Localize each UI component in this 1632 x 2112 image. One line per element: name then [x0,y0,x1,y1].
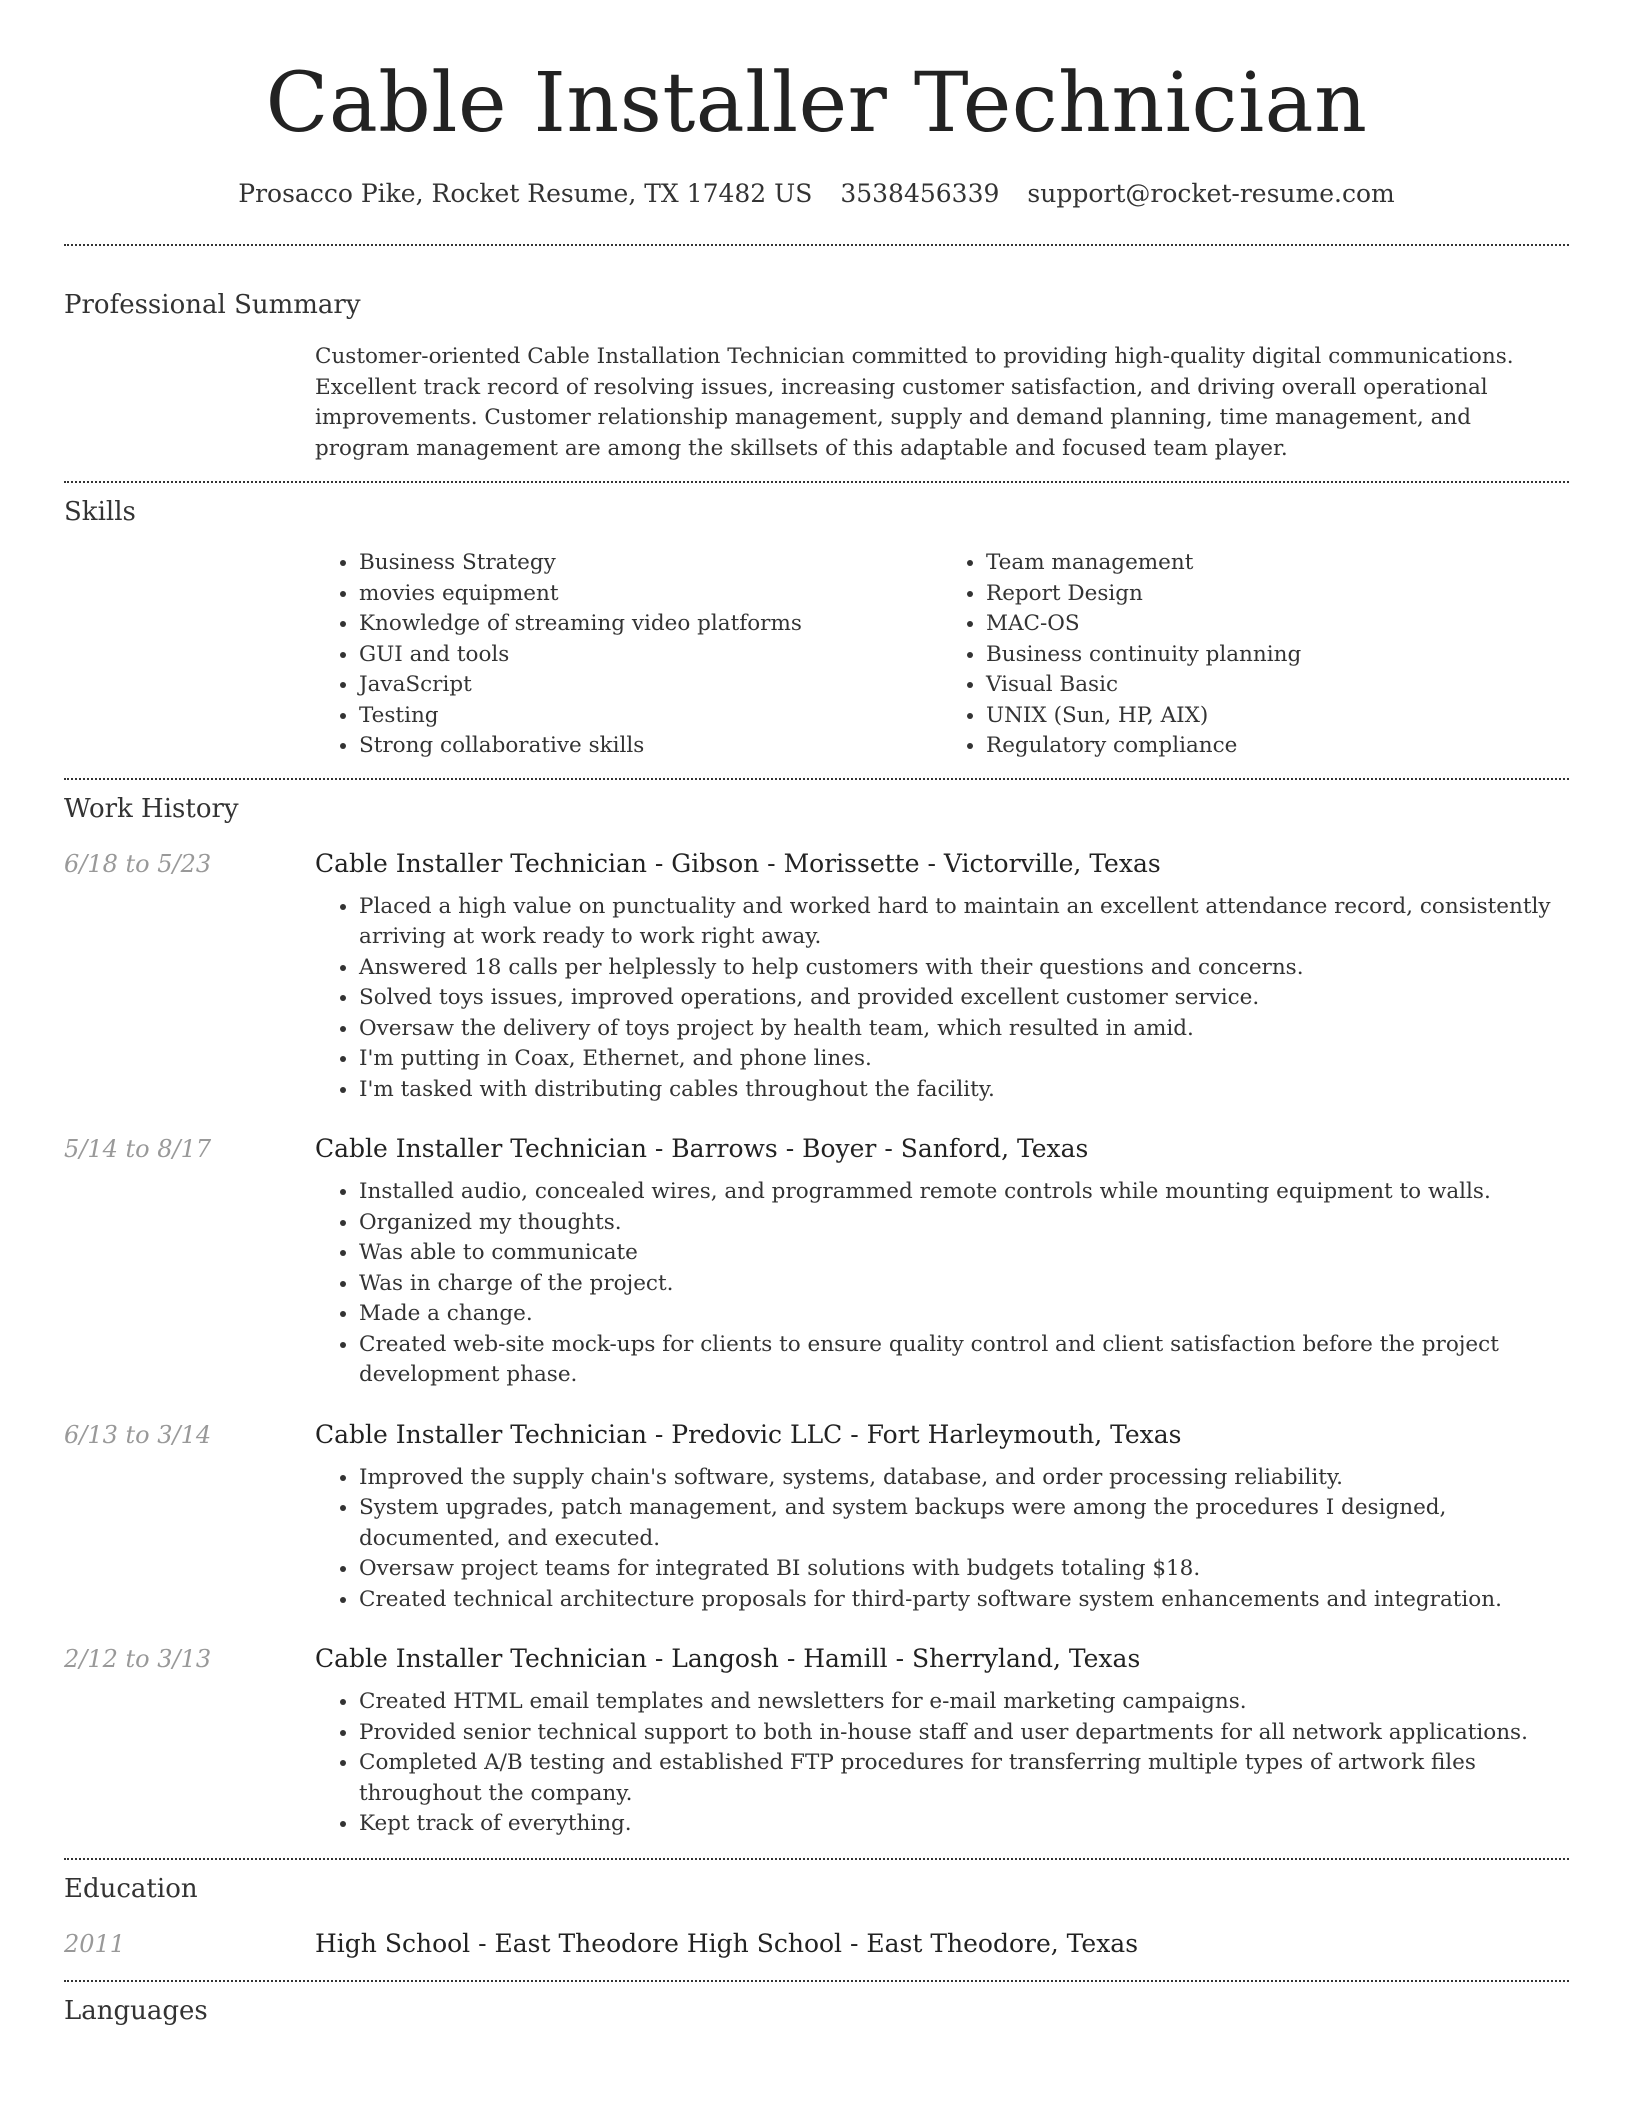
contact-phone: 3538456339 [840,179,1000,208]
skill-item: • Report Design [986,579,1569,610]
skill-item: • MAC-OS [986,609,1569,640]
job-details [315,1417,1569,1616]
job-bullet: • Installed audio, concealed wires, and programmed remote controls while mounting equipment to walls. [359,1177,1569,1208]
job-dates: 6/13 to 3/14 [64,1420,212,1449]
education-entry [64,1926,1569,1962]
contact-line [64,178,1569,210]
job-bullet: • Oversaw the delivery of toys project by health team, which resulted in amid. [359,1014,1569,1045]
job-dates: 6/18 to 5/23 [64,849,212,878]
job-bullet: • Kept track of everything. [359,1809,1569,1840]
skill-item: • JavaScript [359,670,942,701]
job-title: Cable Installer Technician - Langosh - Hamill - Sherryland, Texas [315,1644,1141,1673]
job-bullet: • Provided senior technical support to both in-house staff and user departments for all network applications. [359,1718,1569,1749]
job-bullet: • Oversaw project teams for integrated BI solutions with budgets totaling $18. [359,1554,1569,1585]
resume-page [64,0,1569,2028]
job-bullets [315,1687,1569,1840]
divider [64,481,1569,483]
education-year: 2011 [64,1929,126,1958]
job-bullets [315,892,1569,1106]
job-entry [64,846,1569,1106]
job-title: Cable Installer Technician - Barrows - Boyer - Sanford, Texas [315,1134,1089,1163]
skill-item: • GUI and tools [359,640,942,671]
skill-item: • Team management [986,548,1569,579]
job-dates: 2/12 to 3/13 [64,1645,212,1673]
job-entry [64,1417,1569,1616]
resume-name: Cable Installer Technician [265,56,1368,151]
summary-text: Customer-oriented Cable Installation Technician committed to providing high-quality digital communications. Excellent track record of resolving issues, increasing customer satisfaction, and driving overall operational improvements. Customer relationship management, supply and demand planning, time management, and program management are among the skillsets of this adaptable and focused team player. [315,344,1514,461]
skills-columns [315,548,1569,762]
job-bullet: • Made a change. [359,1299,1569,1330]
languages-section [64,1994,1569,2028]
job-bullet: • Created HTML email templates and newsletters for e-mail marketing campaigns. [359,1687,1569,1718]
education-heading: Education [64,1873,198,1904]
job-bullet: • I'm tasked with distributing cables throughout the facility. [359,1075,1569,1106]
job-entry [64,1131,1569,1391]
job-details [315,846,1569,1106]
job-bullet: • Solved toys issues, improved operations, and provided excellent customer service. [359,983,1569,1014]
job-bullet: • Was able to communicate [359,1238,1569,1269]
skills-section [64,495,1569,762]
skill-item: • Regulatory compliance [986,731,1569,762]
job-bullet: • Created technical architecture proposals for third-party software system enhancements and integration. [359,1585,1569,1616]
divider [64,1858,1569,1860]
job-bullet: • Was in charge of the project. [359,1269,1569,1300]
job-details [315,1641,1569,1840]
skill-item: • Knowledge of streaming video platforms [359,609,942,640]
skills-heading: Skills [64,497,136,527]
job-details [315,1131,1569,1391]
job-bullet: • Organized my thoughts. [359,1208,1569,1239]
divider [64,244,1569,246]
job-bullet: • I'm putting in Coax, Ethernet, and phone lines. [359,1044,1569,1075]
job-bullet: • Improved the supply chain's software, systems, database, and order processing reliability. [359,1463,1569,1494]
education-details [315,1926,1569,1962]
job-bullets [315,1177,1569,1391]
job-bullet: • Answered 18 calls per helplessly to help customers with their questions and concerns. [359,953,1569,984]
skill-item: • Strong collaborative skills [359,731,942,762]
summary-section [64,288,1569,464]
divider [64,778,1569,780]
job-dates: 5/14 to 8/17 [64,1135,212,1163]
job-bullet: • Placed a high value on punctuality and worked hard to maintain an excellent attendance record, consistently arriving at work ready to work right away. [359,892,1569,953]
divider [64,1980,1569,1982]
job-title: Cable Installer Technician - Predovic LLC - Fort Harleymouth, Texas [315,1419,1182,1449]
work-section [64,792,1569,1840]
summary-heading: Professional Summary [64,290,361,320]
job-bullet: • Completed A/B testing and established FTP procedures for transferring multiple types of artwork files throughout the company. [359,1748,1569,1809]
skill-item: • UNIX (Sun, HP, AIX) [986,701,1569,732]
languages-heading: Languages [64,1995,208,2026]
job-entry [64,1641,1569,1840]
work-heading: Work History [64,793,239,824]
education-section [64,1872,1569,1962]
contact-address: Prosacco Pike, Rocket Resume, TX 17482 US [238,179,813,208]
skill-item: • movies equipment [359,579,942,610]
job-bullet: • Created web-site mock-ups for clients to ensure quality control and client satisfaction before the project development phase. [359,1330,1569,1391]
job-title: Cable Installer Technician - Gibson - Morissette - Victorville, Texas [315,848,1161,878]
skill-item: • Business Strategy [359,548,942,579]
skill-item: • Business continuity planning [986,640,1569,671]
skills-list-left [315,548,942,762]
job-bullets [315,1463,1569,1616]
education-title: High School - East Theodore High School - East Theodore, Texas [315,1928,1139,1958]
skill-item: • Testing [359,701,942,732]
skill-item: • Visual Basic [986,670,1569,701]
contact-email[interactable]: support@rocket-resume.com [1027,179,1395,208]
skills-list-right [942,548,1569,762]
job-bullet: • System upgrades, patch management, and system backups were among the procedures I designed, documented, and executed. [359,1493,1569,1554]
